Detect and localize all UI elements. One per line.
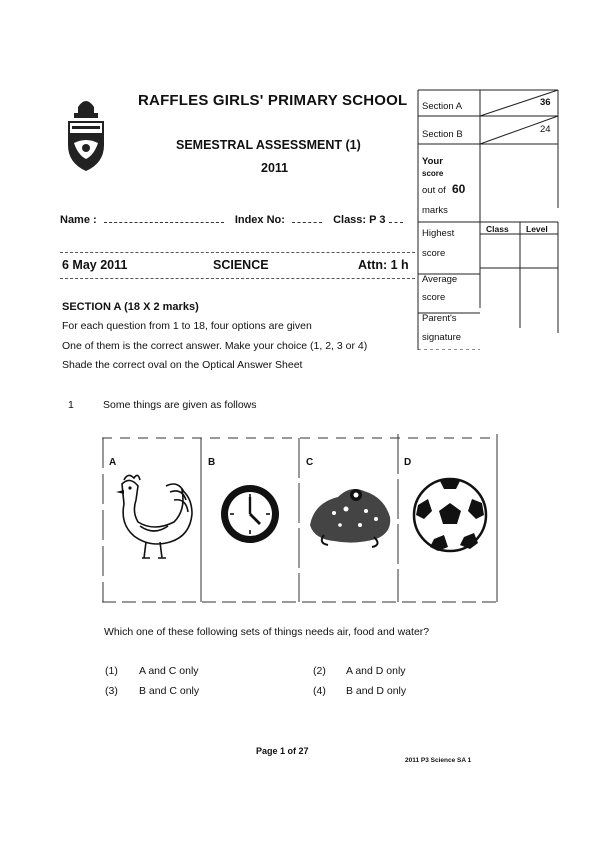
your-score-total: 60 xyxy=(452,182,466,196)
average-label-1: Average xyxy=(422,274,458,285)
exam-subject: SCIENCE xyxy=(213,258,269,272)
score-table xyxy=(416,88,560,350)
section-title: SECTION A (18 X 2 marks) xyxy=(62,301,199,313)
option-3-number: (3) xyxy=(105,685,118,697)
parent-label-2: signature xyxy=(422,332,462,343)
highest-label-1: Highest xyxy=(422,228,455,239)
your-score-label-2: score xyxy=(422,169,444,178)
soccer-ball-icon xyxy=(410,475,490,560)
assessment-year: 2011 xyxy=(261,161,289,175)
frog-icon xyxy=(304,475,396,555)
instruction-line-2: One of them is the correct answer. Make your choice (1, 2, 3 or 4) xyxy=(62,340,368,352)
your-score-label-4: marks xyxy=(422,205,448,216)
student-details-line xyxy=(60,213,403,226)
option-4-number: (4) xyxy=(313,685,326,697)
section-b-max: 24 xyxy=(540,124,551,135)
highest-label-2: score xyxy=(422,248,446,259)
question-text: Some things are given as follows xyxy=(103,399,257,411)
question-prompt: Which one of these following sets of things needs air, food and water? xyxy=(104,626,430,638)
divider-bottom xyxy=(60,278,415,279)
picture-a-label: A xyxy=(109,457,117,468)
section-b-label: Section B xyxy=(422,129,463,140)
index-label: Index No: xyxy=(234,214,285,226)
section-a-max: 36 xyxy=(540,97,551,108)
instruction-line-1: For each question from 1 to 18, four options are given xyxy=(62,320,312,332)
your-score-label-1: Your xyxy=(422,156,443,167)
your-score-label-3: out of xyxy=(422,185,446,196)
exam-date: 6 May 2011 xyxy=(62,258,128,272)
school-name: RAFFLES GIRLS' PRIMARY SCHOOL xyxy=(138,92,408,109)
school-crest-icon xyxy=(60,93,112,173)
class-column-header: Class xyxy=(486,224,509,234)
picture-grid xyxy=(100,430,500,610)
option-1-text[interactable]: A and C only xyxy=(139,665,199,677)
class-label: Class: P 3 xyxy=(333,214,386,226)
name-field[interactable] xyxy=(104,213,224,223)
rooster-icon xyxy=(104,470,200,570)
question-number: 1 xyxy=(68,399,74,411)
instruction-line-3: Shade the correct oval on the Optical Answer Sheet xyxy=(62,359,303,371)
name-label: Name : xyxy=(60,214,97,226)
exam-duration: Attn: 1 h xyxy=(358,258,409,272)
assessment-title: SEMESTRAL ASSESSMENT (1) xyxy=(176,138,361,152)
paper-code: 2011 P3 Science SA 1 xyxy=(405,757,472,764)
option-1-number: (1) xyxy=(105,665,118,677)
average-label-2: score xyxy=(422,292,446,303)
section-a-label: Section A xyxy=(422,101,463,112)
level-column-header: Level xyxy=(526,224,548,234)
option-4-text[interactable]: B and D only xyxy=(346,685,407,697)
index-field[interactable] xyxy=(292,213,322,223)
divider-top xyxy=(60,252,415,253)
option-2-text[interactable]: A and D only xyxy=(346,665,406,677)
option-3-text[interactable]: B and C only xyxy=(139,685,200,697)
option-2-number: (2) xyxy=(313,665,326,677)
page-number: Page 1 of 27 xyxy=(256,746,309,756)
picture-b-label: B xyxy=(208,457,216,468)
parent-label-1: Parent's xyxy=(422,313,457,324)
picture-c-label: C xyxy=(306,457,314,468)
class-field[interactable] xyxy=(389,213,403,223)
picture-d-label: D xyxy=(404,457,412,468)
clock-icon xyxy=(218,482,282,551)
